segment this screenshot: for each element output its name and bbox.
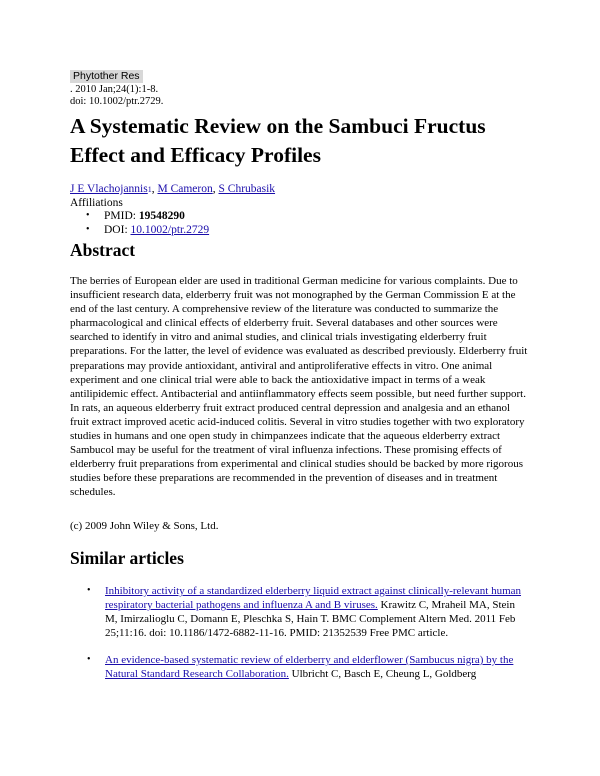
author-link[interactable]: J E Vlachojannis — [70, 183, 148, 195]
pmid-value: 19548290 — [138, 210, 185, 222]
copyright-notice: (c) 2009 John Wiley & Sons, Ltd. — [70, 520, 219, 532]
journal-name[interactable]: Phytother Res — [70, 70, 143, 83]
abstract-heading: Abstract — [70, 240, 136, 260]
similar-article-details: Ulbricht C, Basch E, Cheung L, Goldberg — [288, 668, 477, 680]
doi-link[interactable]: 10.1002/ptr.2729 — [130, 224, 210, 236]
similar-article-link[interactable]: Inhibitory activity of a standardized elderberry liquid extract against clinically-relevant human respiratory bacterial pathogens and influenza A and B viruses. — [105, 585, 522, 611]
similar-articles-list — [70, 584, 530, 694]
author-link[interactable]: S Chrubasik — [218, 183, 276, 195]
author-separator: , — [212, 183, 216, 195]
similar-articles-heading: Similar articles — [70, 548, 184, 568]
author-link[interactable]: M Cameron — [157, 183, 213, 195]
affiliations-toggle[interactable]: Affiliations — [70, 197, 123, 209]
citation-doi: doi: 10.1002/ptr.2729. — [70, 96, 164, 107]
doi-item — [70, 223, 209, 237]
similar-article-item — [70, 653, 530, 681]
abstract-text: The berries of European elder are used in traditional German medicine for various complaints. Due to insufficient research data, elderberry fruit was not monographed by the German Commission E at the end of the last century. A comprehensive review of the literature was conducted to summarize the pharmacological and clinical effects of elderberry fruit. Several databases and other sources were searched to identify in vitro and animal studies, and clinical trials investigating elderberry fruit preparations. For the latter, the level of evidence was evaluated as described previously. Elderberry fruit preparations may provide antioxidant, antiviral and antiproliferative effects in vitro. One animal experiment and one clinical trial were able to back the antioxidative impact in terms of a weak antilipidemic effect. Antibacterial and antiinflammatory effects seem possible, but need further support. In rats, an aqueous elderberry fruit extract produced central depression and analgesia and an ethanol fruit extract improved acetic acid-induced colitis. Several in vitro studies together with two exploratory studies in humans and one open study in chimpanzees indicate that the aqueous elderberry extract Sambucol may be useful for the treatment of viral influenza infections. These promising effects of elderberry fruit preparations from experimental and clinical studies should be backed by more rigorous studies before these preparations are recommended in the prevention of diseases and in treatment schedules. — [70, 275, 528, 499]
doi-label: DOI: — [104, 224, 128, 236]
author-separator: , — [151, 183, 155, 195]
article-title: A Systematic Review on the Sambuci Fructus Effect and Efficacy Profiles — [70, 114, 486, 167]
pmid-item — [70, 209, 209, 223]
identifier-list — [70, 209, 209, 237]
author-list — [70, 182, 275, 197]
similar-article-link[interactable]: An evidence-based systematic review of elderberry and elderflower (Sambucus nigra) by the Natural Standard Research Collaboration. — [105, 654, 514, 680]
publication-date: . 2010 Jan;24(1):1-8. — [70, 84, 159, 95]
affiliation-marker[interactable]: 1 — [147, 185, 152, 194]
pmid-label: PMID: — [104, 210, 136, 222]
similar-article-details: Krawitz C, Mraheil MA, Stein M, Imirzalioglu C, Domann E, Pleschka S, Hain T. BMC Complement Altern Med. 2011 Feb 25;11:16. doi: 10.1186/1472-6882-11-16. PMID: 21352539 Free PMC article. — [105, 599, 516, 639]
similar-article-item — [70, 584, 530, 640]
